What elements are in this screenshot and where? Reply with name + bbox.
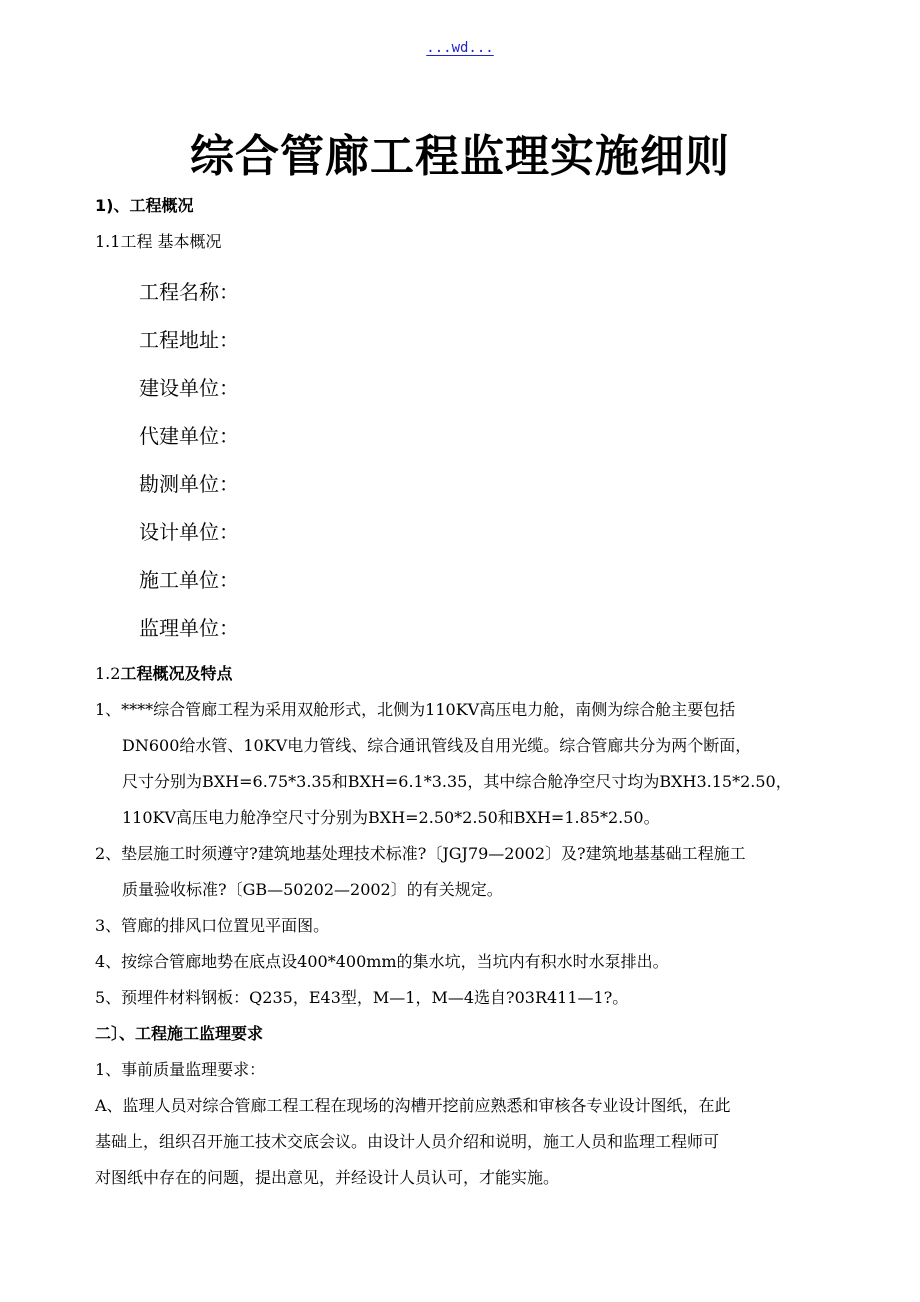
list-item xyxy=(95,944,830,980)
list-item-line: 110KV高压电力舱净空尺寸分别为BXH=2.50*2.50和BXH=1.85*2.50。 xyxy=(122,808,660,827)
field-contractor-unit: 施工单位： xyxy=(139,568,239,592)
document-title: 综合管廊工程监理实施细则 xyxy=(190,131,730,182)
subsection-pre-quality: 1、事前质量监理要求： xyxy=(95,1060,266,1079)
document-body xyxy=(95,188,830,1196)
list-item-line: 5、预埋件材料钢板：Q235，E43型，M—1，M—4选自?03R411—1?。 xyxy=(95,988,629,1007)
list-item xyxy=(95,980,830,1016)
list-item-line: 2、垫层施工时须遵守?建筑地基处理技术标准?〔JGJ79—2002〕及?建筑地基基础工程施工 xyxy=(95,844,746,863)
field-supervision-unit: 监理单位： xyxy=(139,616,239,640)
subsection-features-label: 工程概况及特点 xyxy=(120,664,233,683)
list-item-line: DN600给水管、10KV电力管线、综合通讯管线及自用光缆。综合管廊共分为两个断面， xyxy=(122,736,752,755)
list-item xyxy=(95,908,830,944)
field-agent-unit: 代建单位： xyxy=(139,424,239,448)
field-construction-unit: 建设单位： xyxy=(139,376,239,400)
list-item xyxy=(95,836,830,908)
list-item-line: 尺寸分别为BXH=6.75*3.35和BXH=6.1*3.35，其中综合舱净空尺寸均为BXH3.15*2.50， xyxy=(122,772,792,791)
field-project-address: 工程地址： xyxy=(139,328,239,352)
subsection-number: 1.2 xyxy=(95,664,121,683)
section-heading-requirements: 二〕、工程施工监理要求 xyxy=(95,1024,264,1043)
list-item-line: 1、****综合管廊工程为采用双舱形式，北侧为110KV高压电力舱，南侧为综合舱主要包括 xyxy=(95,700,736,719)
field-survey-unit: 勘测单位： xyxy=(139,472,239,496)
section-heading-overview: 1)、工程概况 xyxy=(95,196,194,215)
paragraph-line: 基础上，组织召开施工技术交底会议。由设计人员介绍和说明，施工人员和监理工程师可 xyxy=(95,1132,720,1151)
list-item-line: 4、按综合管廊地势在底点设400*400mm的集水坑，当坑内有积水时水泵排出。 xyxy=(95,952,669,971)
field-project-name: 工程名称： xyxy=(139,280,239,304)
paragraph-a xyxy=(95,1088,830,1196)
subsection-basic-overview: 1.1工程 基本概况 xyxy=(95,232,222,251)
subsection-features xyxy=(95,656,830,692)
paragraph-line: A、监理人员对综合管廊工程工程在现场的沟槽开挖前应熟悉和审核各专业设计图纸，在此 xyxy=(95,1096,731,1115)
project-info-fields xyxy=(95,268,830,652)
list-item-line: 质量验收标准?〔GB—50202—2002〕的有关规定。 xyxy=(122,880,503,899)
list-item-line: 3、管廊的排风口位置见平面图。 xyxy=(95,916,330,935)
list-item xyxy=(95,692,830,836)
paragraph-line: 对图纸中存在的问题，提出意见，并经设计人员认可，才能实施。 xyxy=(95,1168,560,1187)
header-link[interactable]: ...wd... xyxy=(426,40,494,56)
field-design-unit: 设计单位： xyxy=(139,520,239,544)
